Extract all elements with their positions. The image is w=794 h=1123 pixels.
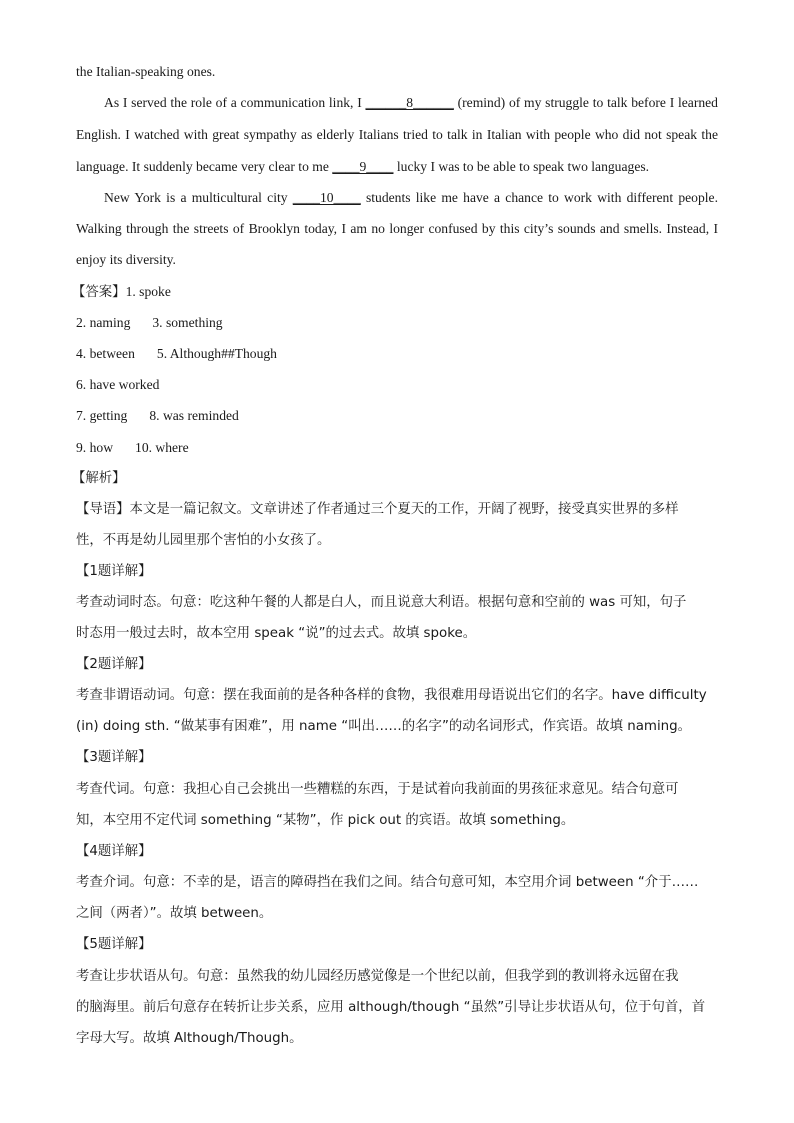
answers-line-1 xyxy=(72,282,718,303)
analysis-header: 【解析】 xyxy=(72,471,126,486)
answer-5: 5. Although##Though xyxy=(156,346,277,361)
answer-8: 8. was reminded xyxy=(149,408,239,423)
answers-line-5 xyxy=(76,406,718,426)
guide-line-2: 性，不再是幼儿园里那个害怕的小女孩了。 xyxy=(76,533,331,548)
detail-5-header: 【5题详解】 xyxy=(76,937,152,952)
answers-header: 【答案】 xyxy=(72,285,126,300)
text: As I served the role of a communication link, I xyxy=(104,95,366,110)
detail-2-line-1: 考查非谓语动词。句意：摆在我面前的是各种各样的食物，我很难用母语说出它们的名字。have difficulty xyxy=(76,688,707,703)
answer-1: 1. spoke xyxy=(125,284,171,299)
answers-line-2 xyxy=(76,313,718,333)
passage-p1-line-2: English. I watched with great sympathy as elderly Italians tried to talk in Italian with people who did not speak the xyxy=(76,127,718,142)
text: students like me have a chance to work with different people. xyxy=(360,190,718,205)
answer-3: 3. something xyxy=(152,315,223,330)
answers-line-4 xyxy=(76,375,718,395)
detail-4-header: 【4题详解】 xyxy=(76,844,152,859)
answer-9: 9. how xyxy=(76,440,114,455)
detail-4-line-1: 考查介词。句意：不幸的是，语言的障碍挡在我们之间。结合句意可知，本空用介词 between “介于…… xyxy=(76,875,699,890)
answer-7: 7. getting xyxy=(76,408,128,423)
answers-line-6 xyxy=(76,438,718,458)
detail-5-line-2: 的脑海里。前后句意存在转折让步关系，应用 although/though “虽然”引导让步状语从句，位于句首，首 xyxy=(76,1000,706,1015)
text: language. It suddenly became very clear to me xyxy=(76,159,333,174)
passage-line-0: the Italian-speaking ones. xyxy=(76,64,216,79)
answer-10: 10. where xyxy=(135,440,189,455)
text: (remind) of my struggle to talk before I learned xyxy=(453,95,718,110)
detail-5-line-3: 字母大写。故填 Although/Though。 xyxy=(76,1031,303,1046)
detail-3-line-2: 知，本空用不定代词 something “某物”，作 pick out 的宾语。故填 something。 xyxy=(76,813,575,828)
passage-p2-line-2: Walking through the streets of Brooklyn today, I am no longer confused by this city’s sounds and smells. Instead, I xyxy=(76,221,718,236)
passage-p1-line-1 xyxy=(104,93,718,113)
blank-8: ______8______ xyxy=(365,95,454,110)
blank-10: ____10____ xyxy=(292,190,361,205)
detail-2-header: 【2题详解】 xyxy=(76,657,152,672)
text: New York is a multicultural city xyxy=(104,190,293,205)
detail-1-line-2: 时态用一般过去时，故本空用 speak “说”的过去式。故填 spoke。 xyxy=(76,626,477,641)
detail-1-header: 【1题详解】 xyxy=(76,564,152,579)
passage-p1-line-3 xyxy=(76,157,718,177)
text: lucky I was to be able to speak two languages. xyxy=(393,159,650,174)
detail-5-line-1: 考查让步状语从句。句意：虽然我的幼儿园经历感觉像是一个世纪以前，但我学到的教训将永远留在我 xyxy=(76,969,679,984)
detail-3-header: 【3题详解】 xyxy=(76,750,152,765)
blank-9: ____9____ xyxy=(332,159,394,174)
passage-p2-line-3: enjoy its diversity. xyxy=(76,252,176,267)
detail-4-line-2: 之间（两者）”。故填 between。 xyxy=(76,906,273,921)
answer-4: 4. between xyxy=(76,346,135,361)
answer-6: 6. have worked xyxy=(76,377,160,392)
guide-line-1: 【导语】本文是一篇记叙文。文章讲述了作者通过三个夏天的工作，开阔了视野，接受真实世界的多样 xyxy=(76,502,679,517)
detail-3-line-1: 考查代词。句意：我担心自己会挑出一些糟糕的东西，于是试着向我前面的男孩征求意见。结合句意可 xyxy=(76,782,679,797)
detail-1-line-1: 考查动词时态。句意：吃这种午餐的人都是白人，而且说意大利语。根据句意和空前的 was 可知，句子 xyxy=(76,595,687,610)
answers-line-3 xyxy=(76,344,718,364)
answer-2: 2. naming xyxy=(76,315,131,330)
detail-2-line-2: (in) doing sth. “做某事有困难”，用 name “叫出……的名字”的动名词形式，作宾语。故填 naming。 xyxy=(76,719,692,734)
passage-p2-line-1 xyxy=(104,188,718,208)
